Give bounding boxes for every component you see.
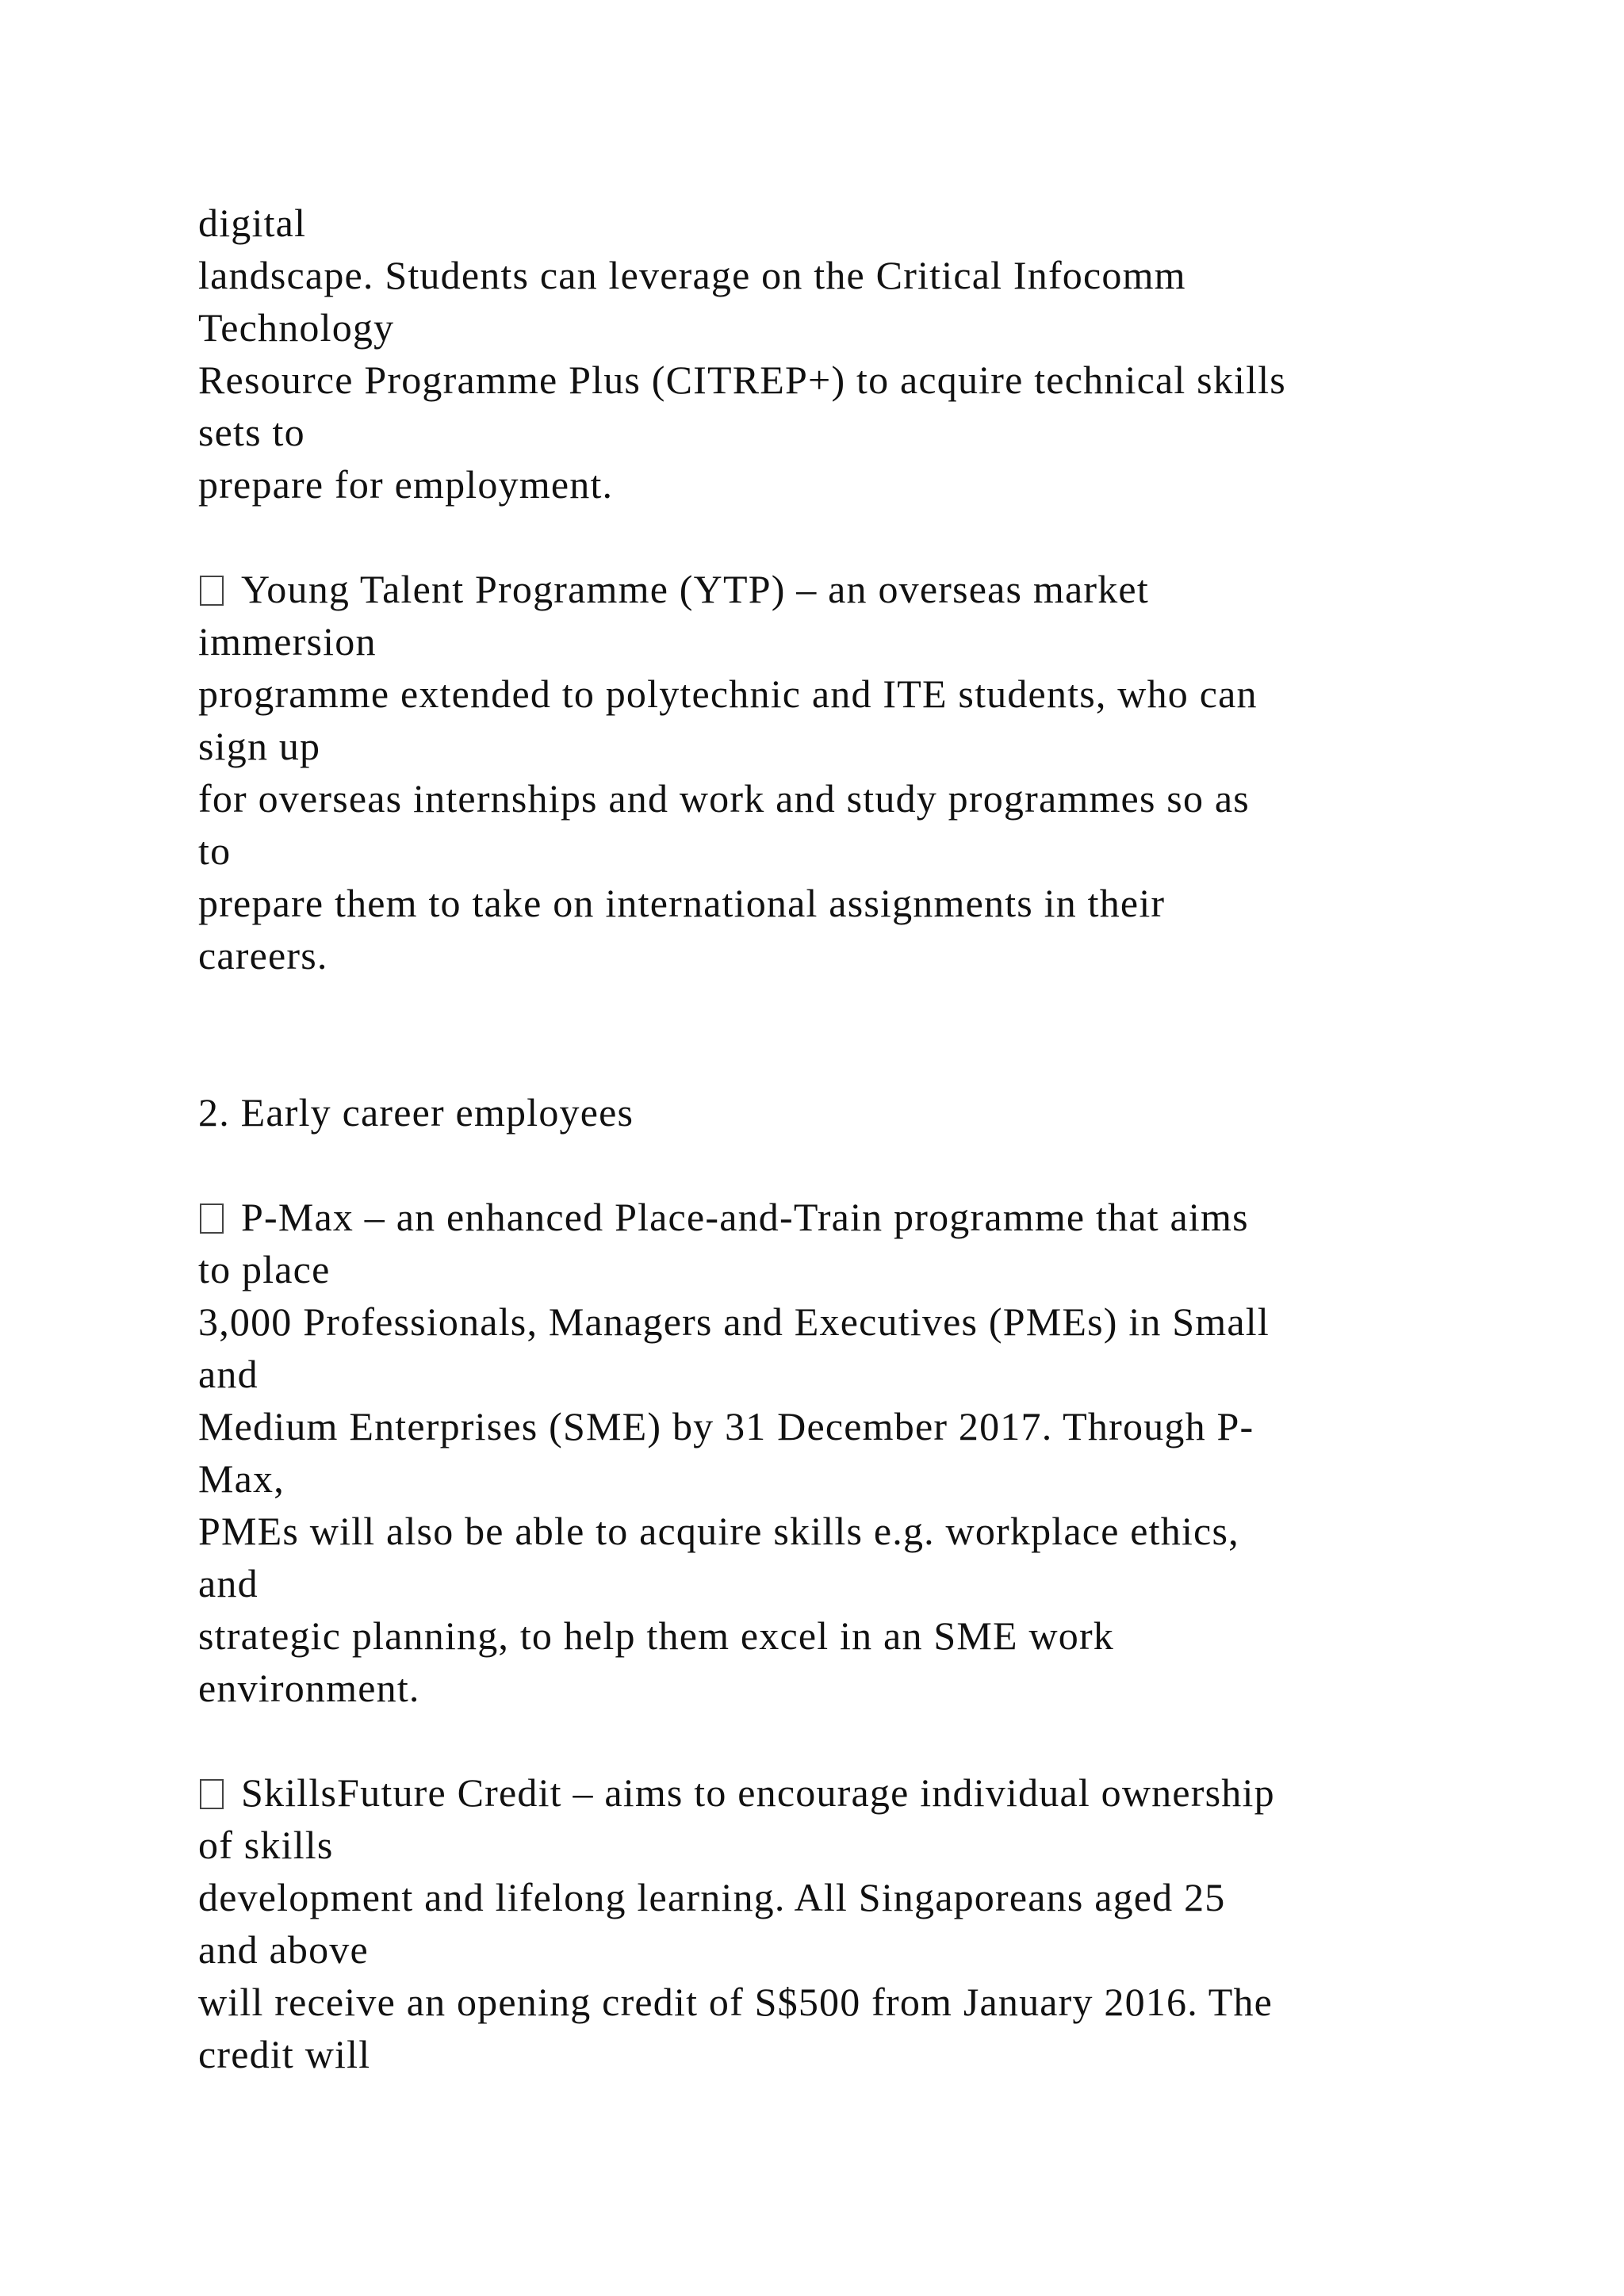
intro-line: prepare for employment. [198, 462, 614, 507]
skillsfuture-line: development and lifelong learning. All Singaporeans aged 25 [198, 1875, 1226, 1919]
ytp-line: careers. [198, 933, 328, 978]
paragraph-gap [198, 1138, 1562, 1191]
intro-line: landscape. Students can leverage on the Critical Infocomm [198, 253, 1186, 297]
pmax-text: P-Max – an enhanced Place-and-Train programme that aims [241, 1195, 1249, 1239]
paragraph-gap [198, 982, 1562, 1034]
pmax-line: 3,000 Professionals, Managers and Executives (PMEs) in Small [198, 1299, 1270, 1344]
intro-line: sets to [198, 410, 305, 454]
paragraph-gap [198, 511, 1562, 563]
intro-line: Technology [198, 305, 395, 350]
paragraph-gap [198, 1714, 1562, 1766]
intro-line: digital [198, 201, 307, 245]
ytp-line: immersion [198, 619, 377, 664]
bullet-box-icon [200, 1779, 224, 1809]
ytp-text: Young Talent Programme (YTP) – an overseas market [241, 567, 1149, 611]
paragraph-gap [198, 1034, 1562, 1086]
skillsfuture-line: will receive an opening credit of S$500 from January 2016. The [198, 1980, 1274, 2024]
pmax-line: strategic planning, to help them excel in an SME work [198, 1613, 1115, 1658]
pmax-line: PMEs will also be able to acquire skills e.g. workplace ethics, [198, 1509, 1239, 1553]
skillsfuture-line: and above [198, 1927, 369, 1972]
pmax-line: to place [198, 1247, 331, 1292]
skillsfuture-first-line [198, 1766, 1562, 1819]
pmax-first-line [198, 1191, 1562, 1243]
skillsfuture-text: SkillsFuture Credit – aims to encourage individual ownership [241, 1770, 1275, 1815]
ytp-line: programme extended to polytechnic and ITE students, who can [198, 672, 1258, 716]
ytp-line: for overseas internships and work and study programmes so as [198, 776, 1250, 821]
ytp-first-line [198, 563, 1562, 615]
bullet-box-icon [200, 1203, 224, 1234]
pmax-line: and [198, 1352, 259, 1396]
intro-line: Resource Programme Plus (CITREP+) to acquire technical skills [198, 358, 1286, 402]
skillsfuture-line: of skills [198, 1823, 334, 1867]
pmax-line: Max, [198, 1456, 285, 1501]
ytp-line: to [198, 828, 232, 873]
pmax-line: and [198, 1561, 259, 1605]
pmax-line: Medium Enterprises (SME) by 31 December 2017. Through P- [198, 1404, 1254, 1448]
skillsfuture-line: credit will [198, 2032, 371, 2076]
document-body [198, 197, 1562, 2080]
pmax-line: environment. [198, 1666, 420, 1710]
bullet-box-icon [200, 576, 224, 606]
section-heading: 2. Early career employees [198, 1090, 634, 1135]
ytp-line: prepare them to take on international assignments in their [198, 881, 1166, 925]
ytp-line: sign up [198, 724, 321, 768]
